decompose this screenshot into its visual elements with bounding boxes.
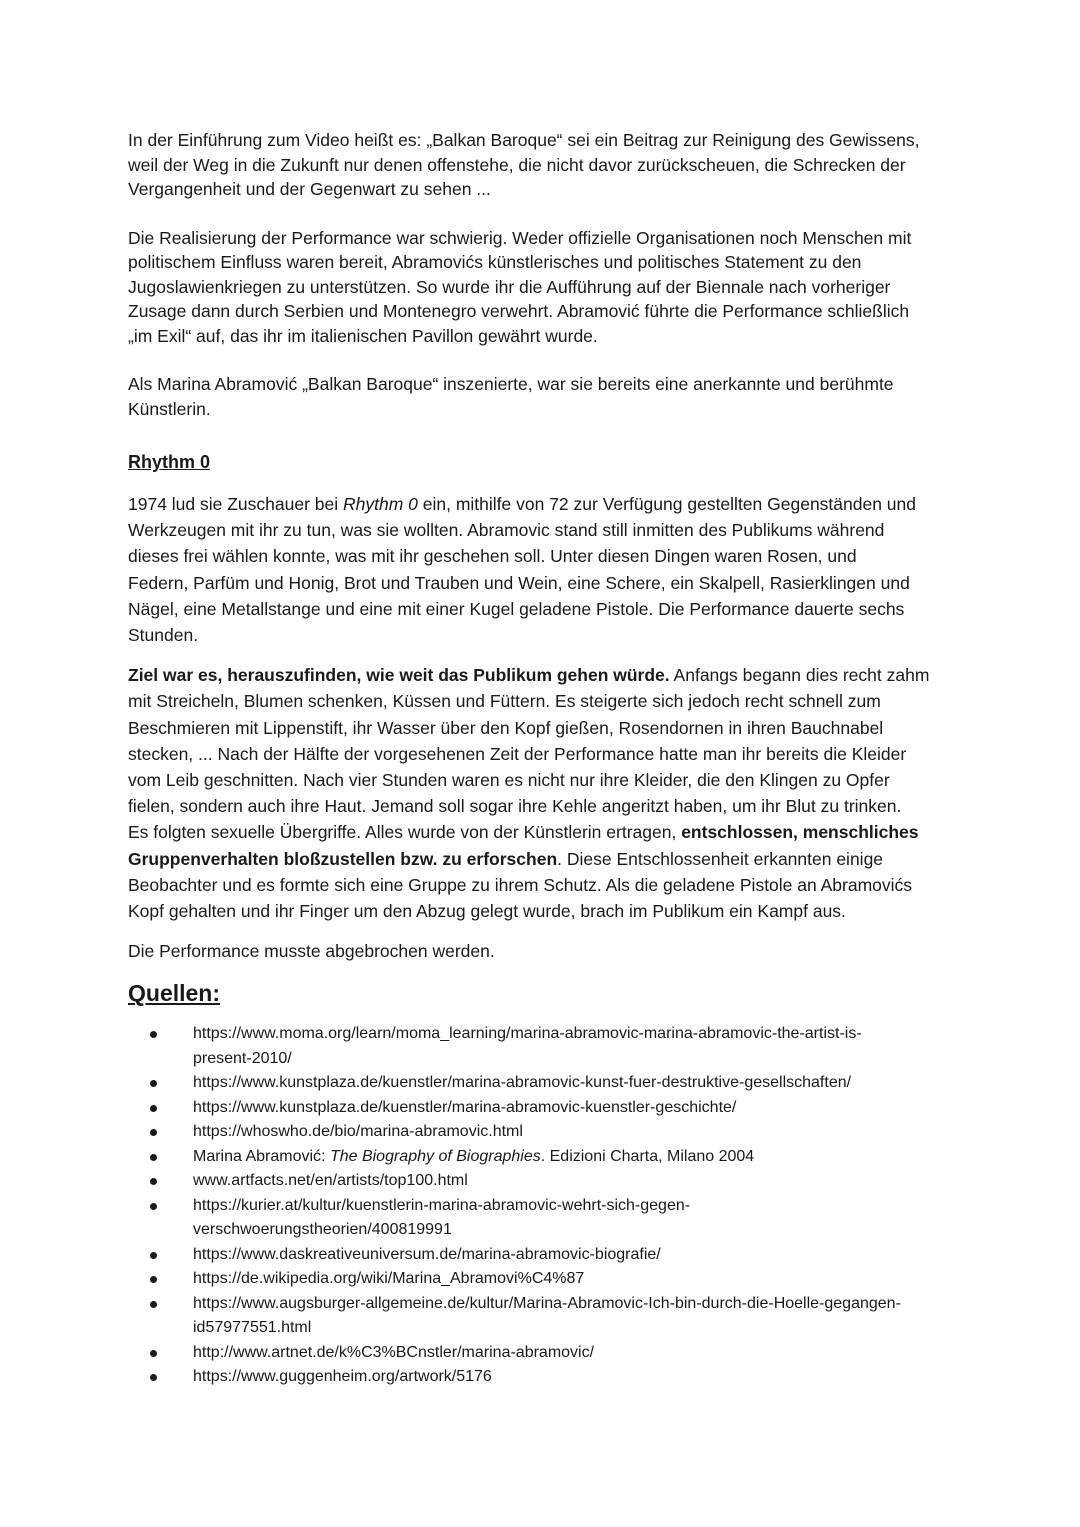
bold-run: Ziel war es, herauszufinden, wie weit das Publikum gehen würde. [128, 665, 670, 686]
text-line: politischem Einfluss waren bereit, Abramovićs künstlerisches und politisches Statement zu den [128, 252, 862, 272]
source-item-book [128, 1145, 956, 1170]
bullet-icon [150, 1252, 157, 1259]
source-link[interactable]: https://www.moma.org/learn/moma_learning/marina-abramovic-marina-abramovic-the-artist-is- [193, 1025, 862, 1043]
text-line [128, 491, 956, 517]
rhythm-heading: Rhythm 0 [128, 452, 211, 472]
text-line [128, 662, 956, 688]
text-line: dieses frei wählen konnte, was mit ihr geschehen soll. Unter diesen Dingen waren Rosen, und [128, 546, 857, 567]
intro-paragraph [128, 128, 956, 202]
source-item[interactable] [128, 1267, 956, 1292]
source-link[interactable]: https://kurier.at/kultur/kuenstlerin-marina-abramovic-wehrt-sich-gegen- [193, 1196, 691, 1214]
source-item[interactable] [128, 1120, 956, 1145]
source-link[interactable]: www.artfacts.net/en/artists/top100.html [193, 1172, 468, 1190]
bullet-icon [150, 1374, 157, 1381]
anerkannt-paragraph [128, 372, 956, 421]
source-link[interactable]: https://de.wikipedia.org/wiki/Marina_Abramovi%C4%87 [193, 1270, 585, 1288]
text-run: . Edizioni Charta, Milano 2004 [540, 1147, 755, 1165]
book-title: The Biography of Biographies [329, 1147, 541, 1165]
source-item[interactable] [128, 1169, 956, 1194]
text-line [128, 846, 956, 872]
text-line [128, 819, 956, 845]
bullet-icon [150, 1178, 157, 1185]
text-run: ein, mithilfe von 72 zur Verfügung gestellten Gegenständen und [417, 494, 917, 514]
source-link[interactable]: https://www.guggenheim.org/artwork/5176 [193, 1368, 492, 1386]
quellen-heading: Quellen: [128, 980, 221, 1007]
bullet-icon [150, 1203, 157, 1210]
text-line: Werkzeugen mit ihr zu tun, was sie wollten. Abramovic stand still inmitten des Publikums während [128, 520, 885, 541]
book-reference [193, 1145, 956, 1170]
source-link-cont[interactable]: verschwoerungstheorien/400819991 [193, 1221, 452, 1239]
abgebrochen-paragraph [128, 938, 956, 964]
source-link[interactable]: https://www.daskreativeuniversum.de/marina-abramovic-biografie/ [193, 1245, 661, 1263]
source-item[interactable] [128, 1194, 956, 1243]
text-line: stecken, ... Nach der Hälfte der vorgesehenen Zeit der Performance hatte man ihr bereits die Kleider [128, 743, 907, 764]
bullet-icon [150, 1105, 157, 1112]
text-run: . Diese Entschlossenheit erkannten einige [557, 848, 884, 869]
rhythm-paragraph-1 [128, 491, 956, 648]
bold-run: Gruppenverhalten bloßzustellen bzw. zu erforschen [128, 848, 558, 869]
text-line: mit Streicheln, Blumen schenken, Küssen und Füttern. Es steigerte sich jedoch recht schnell zum [128, 691, 881, 712]
text-line: Beschmieren mit Lippenstift, ihr Wasser über den Kopf gießen, Rosendornen in ihren Bauchnabel [128, 717, 884, 738]
text-line: Jugoslawienkriegen zu unterstützen. So wurde ihr die Aufführung auf der Biennale nach vorheriger [128, 276, 891, 297]
source-item[interactable] [128, 1341, 956, 1366]
bullet-icon [150, 1276, 157, 1283]
text-line: fielen, sondern auch ihre Haut. Jemand soll sogar ihre Kehle angeritzt haben, um ihr Blut zu trinken. [128, 796, 902, 817]
text-line: Vergangenheit und der Gegenwart zu sehen ... [128, 179, 491, 199]
text-run: 1974 lud sie Zuschauer bei [128, 494, 343, 514]
sources-list [128, 1022, 956, 1390]
text-line: Die Performance musste abgebrochen werden. [128, 941, 495, 962]
source-link[interactable]: https://www.kunstplaza.de/kuenstler/marina-abramovic-kuenstler-geschichte/ [193, 1098, 737, 1116]
bullet-icon [150, 1350, 157, 1357]
source-item[interactable] [128, 1243, 956, 1268]
text-line: „im Exil“ auf, das ihr im italienischen Pavillon gewährt wurde. [128, 325, 598, 346]
text-line: Als Marina Abramović „Balkan Baroque“ inszenierte, war sie bereits eine anerkannte und berühmte [128, 374, 894, 394]
text-line: weil der Weg in die Zukunft nur denen offenstehe, die nicht davor zurückscheuen, die Schrecken der [128, 154, 906, 175]
bold-run: entschlossen, menschliches [681, 822, 919, 843]
source-item[interactable] [128, 1071, 956, 1096]
rhythm-paragraph-2 [128, 662, 956, 924]
bullet-icon [150, 1301, 157, 1308]
text-line: Stunden. [128, 625, 199, 646]
text-line: Zusage dann durch Serbien und Montenegro verwehrt. Abramović führte die Performance schließlich [128, 301, 910, 321]
source-item[interactable] [128, 1365, 956, 1390]
text-line: Nägel, eine Metallstange und eine mit einer Kugel geladene Pistole. Die Performance dauerte sechs [128, 598, 905, 619]
text-line: Kopf gehalten und ihr Finger um den Abzug gelegt wurde, brach im Publikum ein Kampf aus. [128, 901, 846, 922]
text-run: Es folgten sexuelle Übergriffe. Alles wurde von der Künstlerin ertragen, [128, 822, 682, 843]
realisierung-paragraph [128, 226, 956, 349]
artwork-title: Rhythm 0 [343, 494, 418, 514]
text-line: Beobachter und es formte sich eine Gruppe zu ihrem Schutz. Als die geladene Pistole an Abramovićs [128, 874, 913, 895]
text-line: Die Realisierung der Performance war schwierig. Weder offizielle Organisationen noch Menschen mit [128, 227, 912, 248]
text-line: Federn, Parfüm und Honig, Brot und Trauben und Wein, eine Schere, ein Skalpell, Rasierklingen und [128, 572, 910, 593]
source-link[interactable]: https://www.augsburger-allgemeine.de/kultur/Marina-Abramovic-Ich-bin-durch-die-Hoelle-gegangen- [193, 1294, 901, 1312]
bullet-icon [150, 1129, 157, 1136]
text-line: Künstlerin. [128, 398, 211, 419]
source-link-cont[interactable]: id57977551.html [193, 1319, 312, 1337]
document-page [128, 128, 956, 1390]
source-item[interactable] [128, 1022, 956, 1071]
bullet-icon [150, 1031, 157, 1038]
source-link[interactable]: https://www.kunstplaza.de/kuenstler/marina-abramovic-kunst-fuer-destruktive-gesellschaften/ [193, 1074, 852, 1092]
bullet-icon [150, 1154, 157, 1161]
text-line: vom Leib geschnitten. Nach vier Stunden waren es nicht nur ihre Kleider, die den Klingen zu Opfer [128, 770, 890, 791]
text-run: Marina Abramović: [193, 1147, 330, 1165]
source-item[interactable] [128, 1096, 956, 1121]
text-run: Anfangs begann dies recht zahm [669, 665, 930, 686]
bullet-icon [150, 1080, 157, 1087]
source-link[interactable]: http://www.artnet.de/k%C3%BCnstler/marina-abramovic/ [193, 1343, 595, 1361]
source-link-cont[interactable]: present-2010/ [193, 1049, 292, 1067]
source-item[interactable] [128, 1292, 956, 1341]
source-link[interactable]: https://whoswho.de/bio/marina-abramovic.html [193, 1123, 523, 1141]
text-line: In der Einführung zum Video heißt es: „Balkan Baroque“ sei ein Beitrag zur Reinigung des Gewissens, [128, 130, 920, 150]
